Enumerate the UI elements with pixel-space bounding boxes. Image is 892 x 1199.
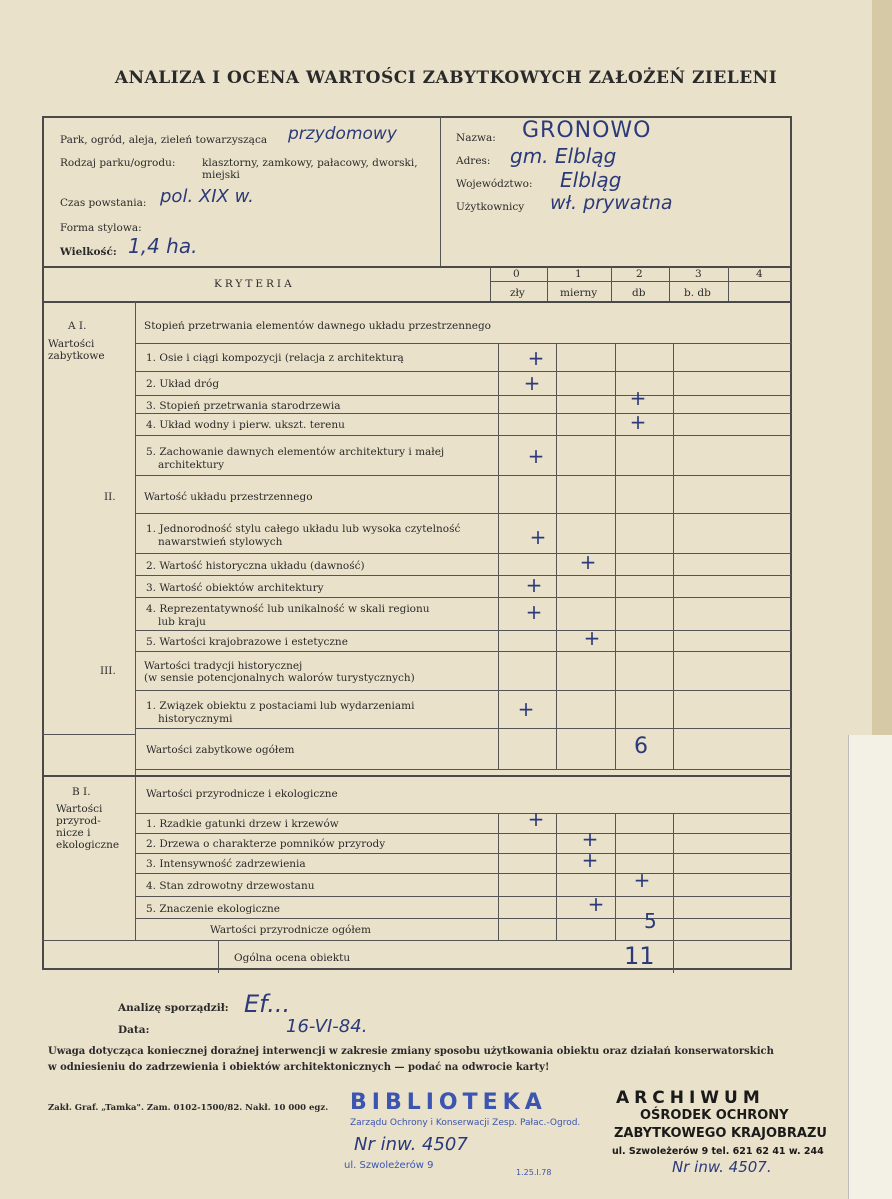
name-label: Nazwa: xyxy=(456,132,496,144)
score-4: 4 xyxy=(756,268,763,280)
library-stamp-line: Nr inw. 4507 xyxy=(354,1134,468,1155)
type-options: klasztorny, zamkowy, pałacowy, dworski, miejski xyxy=(202,157,418,181)
a2-item: 5. Wartości krajobrazowe i estetyczne xyxy=(146,636,348,648)
section-b-title: przyrod- xyxy=(56,815,101,827)
date-label: Data: xyxy=(118,1024,150,1036)
date-value: 16-VI-84. xyxy=(286,1016,368,1037)
address-label: Adres: xyxy=(456,155,491,167)
prepared-label: Analizę sporządził: xyxy=(118,1002,229,1014)
a2-item: 4. Reprezentatywność lub unikalność w skali regionu xyxy=(146,603,430,615)
row-line xyxy=(135,413,792,414)
grid-col xyxy=(615,343,616,769)
section-line xyxy=(42,734,136,735)
section-b-line xyxy=(42,775,792,777)
address-value: gm. Elbląg xyxy=(510,144,617,168)
form-title: ANALIZA I OCENA WARTOŚCI ZABYTKOWYCH ZAŁOŻEŃ ZIELENI xyxy=(114,68,778,88)
score-2: 2 xyxy=(636,268,643,280)
a3-heading-2: (w sensie potencjonalnych walorów turystycznych) xyxy=(144,672,415,684)
b-item: 4. Stan zdrowotny drzewostanu xyxy=(146,880,315,892)
check-mark: + xyxy=(581,848,599,872)
section-b-title: Wartości xyxy=(56,803,103,815)
size-value: 1,4 ha. xyxy=(128,234,198,258)
note-line-2: w odniesieniu do zadrzewienia i obiektów architektonicznych — podać na odwrocie karty! xyxy=(48,1062,550,1073)
criteria-col-line xyxy=(728,266,729,301)
criteria-bottom-line xyxy=(42,301,792,303)
time-value: pol. XIX w. xyxy=(160,186,254,207)
a3-item-cont: historycznymi xyxy=(158,713,233,725)
row-line xyxy=(135,853,792,854)
section-divider xyxy=(135,301,136,941)
header-split xyxy=(440,116,441,266)
row-line xyxy=(135,918,792,919)
section-a-label: A I. xyxy=(68,320,87,332)
archive-stamp-line: ZABYTKOWEGO KRAJOBRAZU xyxy=(614,1126,827,1141)
score-1: 1 xyxy=(575,268,582,280)
a2-item: 3. Wartość obiektów architektury xyxy=(146,582,324,594)
row-line xyxy=(135,873,792,874)
row-line xyxy=(135,553,792,554)
check-mark: + xyxy=(529,525,547,549)
section-b-title: ekologiczne xyxy=(56,839,120,851)
b-total-label: Wartości przyrodnicze ogółem xyxy=(210,924,371,936)
check-mark: + xyxy=(527,444,545,468)
a2-item-cont: lub kraju xyxy=(158,616,206,628)
row-line xyxy=(135,896,792,897)
park-label: Park, ogród, aleja, zieleń towarzysząca xyxy=(60,134,268,146)
a-total-value: 6 xyxy=(634,734,648,759)
a2-heading: Wartość układu przestrzennego xyxy=(144,491,313,503)
row-line xyxy=(135,475,792,476)
a3-heading: Wartości tradycji historycznej xyxy=(144,660,303,672)
printer-info: Zakł. Graf. „Tamka". Zam. 0102-1500/82. Nakł. 10 000 egz. xyxy=(48,1103,329,1113)
underlying-page xyxy=(848,735,892,1199)
criteria-col-line xyxy=(490,266,491,301)
row-line xyxy=(135,597,792,598)
grade-good: db xyxy=(632,287,646,299)
archive-stamp-inventory: Nr inw. 4507. xyxy=(672,1158,772,1176)
bottom-total-line xyxy=(42,940,792,941)
row-line xyxy=(135,769,792,770)
a1-item: 4. Układ wodny i pierw. ukszt. terenu xyxy=(146,419,345,431)
time-label: Czas powstania: xyxy=(60,197,147,209)
row-line xyxy=(135,343,792,344)
header-divider xyxy=(42,266,792,268)
criteria-mid-line xyxy=(490,281,792,282)
overall-value: 11 xyxy=(624,942,655,970)
check-mark: + xyxy=(629,386,647,410)
row-line xyxy=(135,395,792,396)
check-mark: + xyxy=(583,626,601,650)
users-value: wł. prywatna xyxy=(550,192,673,214)
a1-item: 3. Stopień przetrwania starodrzewia xyxy=(146,400,341,412)
criteria-col-line xyxy=(611,266,612,301)
row-line xyxy=(135,813,792,814)
b-heading: Wartości przyrodnicze i ekologiczne xyxy=(146,788,338,800)
a-total-label: Wartości zabytkowe ogółem xyxy=(146,744,295,756)
grid-col xyxy=(498,343,499,769)
b-item: 2. Drzewa o charakterze pomników przyrody xyxy=(146,838,386,850)
a2-item: 2. Wartość historyczna układu (dawność) xyxy=(146,560,365,572)
check-mark: + xyxy=(527,346,545,370)
row-line xyxy=(135,371,792,372)
check-mark: + xyxy=(527,807,545,831)
library-stamp-title: BIBLIOTEKA xyxy=(350,1090,547,1115)
a1-item: 5. Zachowanie dawnych elementów architektury i małej xyxy=(146,446,445,458)
a2-label: II. xyxy=(104,491,116,503)
row-line xyxy=(135,690,792,691)
check-mark: + xyxy=(633,868,651,892)
grid-col xyxy=(218,940,219,973)
check-mark: + xyxy=(581,827,599,851)
row-line xyxy=(135,630,792,631)
section-b-label: B I. xyxy=(72,786,91,798)
voivodeship-label: Województwo: xyxy=(456,178,533,190)
voivodeship-value: Elbląg xyxy=(560,168,622,192)
grid-col xyxy=(673,813,674,973)
a2-item-cont: nawarstwień stylowych xyxy=(158,536,283,548)
archive-stamp-title: ARCHIWUM xyxy=(616,1088,765,1108)
library-stamp-line: 1.25.I.78 xyxy=(516,1168,552,1177)
check-mark: + xyxy=(629,410,647,434)
size-label: Wielkość: xyxy=(60,246,117,258)
prepared-signature: Ef... xyxy=(244,990,291,1018)
a1-item: 2. Układ dróg xyxy=(146,378,220,390)
row-line xyxy=(135,575,792,576)
users-label: Użytkownicy xyxy=(456,201,525,213)
check-mark: + xyxy=(525,573,543,597)
a3-label: III. xyxy=(100,665,116,677)
library-stamp-line: ul. Szwoleżerów 9 xyxy=(344,1160,434,1171)
a1-item-cont: architektury xyxy=(158,459,225,471)
paper-edge-shadow xyxy=(872,0,892,735)
a1-heading: Stopień przetrwania elementów dawnego układu przestrzennego xyxy=(144,320,491,332)
row-line xyxy=(135,833,792,834)
section-b-title: nicze i xyxy=(56,827,91,839)
b-item: 5. Znaczenie ekologiczne xyxy=(146,903,281,915)
archive-stamp-line: ul. Szwoleżerów 9 tel. 621 62 41 w. 244 xyxy=(612,1146,824,1157)
check-mark: + xyxy=(587,892,605,916)
row-line xyxy=(135,651,792,652)
check-mark: + xyxy=(517,697,535,721)
a2-item: 1. Jednorodność stylu całego układu lub wysoka czytelność xyxy=(146,523,461,535)
b-item: 3. Intensywność zadrzewienia xyxy=(146,858,306,870)
row-line xyxy=(135,513,792,514)
score-3: 3 xyxy=(695,268,702,280)
type-label: Rodzaj parku/ogrodu: xyxy=(60,157,176,169)
archive-stamp-line: OŚRODEK OCHRONY xyxy=(640,1108,789,1123)
check-mark: + xyxy=(525,600,543,624)
criteria-col-line xyxy=(669,266,670,301)
overall-label: Ogólna ocena obiektu xyxy=(234,952,351,964)
grade-very-good: b. db xyxy=(684,287,711,299)
grade-poor: mierny xyxy=(560,287,598,299)
grid-col xyxy=(556,343,557,769)
a1-item: 1. Osie i ciągi kompozycji (relacja z architekturą xyxy=(146,352,404,364)
note-line-1: Uwaga dotycząca koniecznej doraźnej interwencji w zakresie zmiany sposobu użytkowania obiektu oraz działań konserwatorskich xyxy=(48,1046,774,1057)
score-0: 0 xyxy=(513,268,520,280)
grid-col xyxy=(673,343,674,769)
row-line xyxy=(135,435,792,436)
criteria-col-line xyxy=(547,266,548,301)
grade-bad: zły xyxy=(510,287,525,299)
park-value: przydomowy xyxy=(288,124,397,144)
style-label: Forma stylowa: xyxy=(60,222,142,234)
criteria-label: KRYTERIA xyxy=(214,278,295,290)
check-mark: + xyxy=(523,371,541,395)
row-line xyxy=(135,728,792,729)
b-item: 1. Rzadkie gatunki drzew i krzewów xyxy=(146,818,339,830)
name-value: GRONOWO xyxy=(522,118,652,143)
section-a-title: Wartości zabytkowe xyxy=(48,338,105,362)
check-mark: + xyxy=(579,550,597,574)
a3-item: 1. Związek obiektu z postaciami lub wydarzeniami xyxy=(146,700,415,712)
b-total-value: 5 xyxy=(644,909,657,933)
library-stamp-line: Zarządu Ochrony i Konserwacji Zesp. Pałac.-Ogrod. xyxy=(350,1118,581,1128)
